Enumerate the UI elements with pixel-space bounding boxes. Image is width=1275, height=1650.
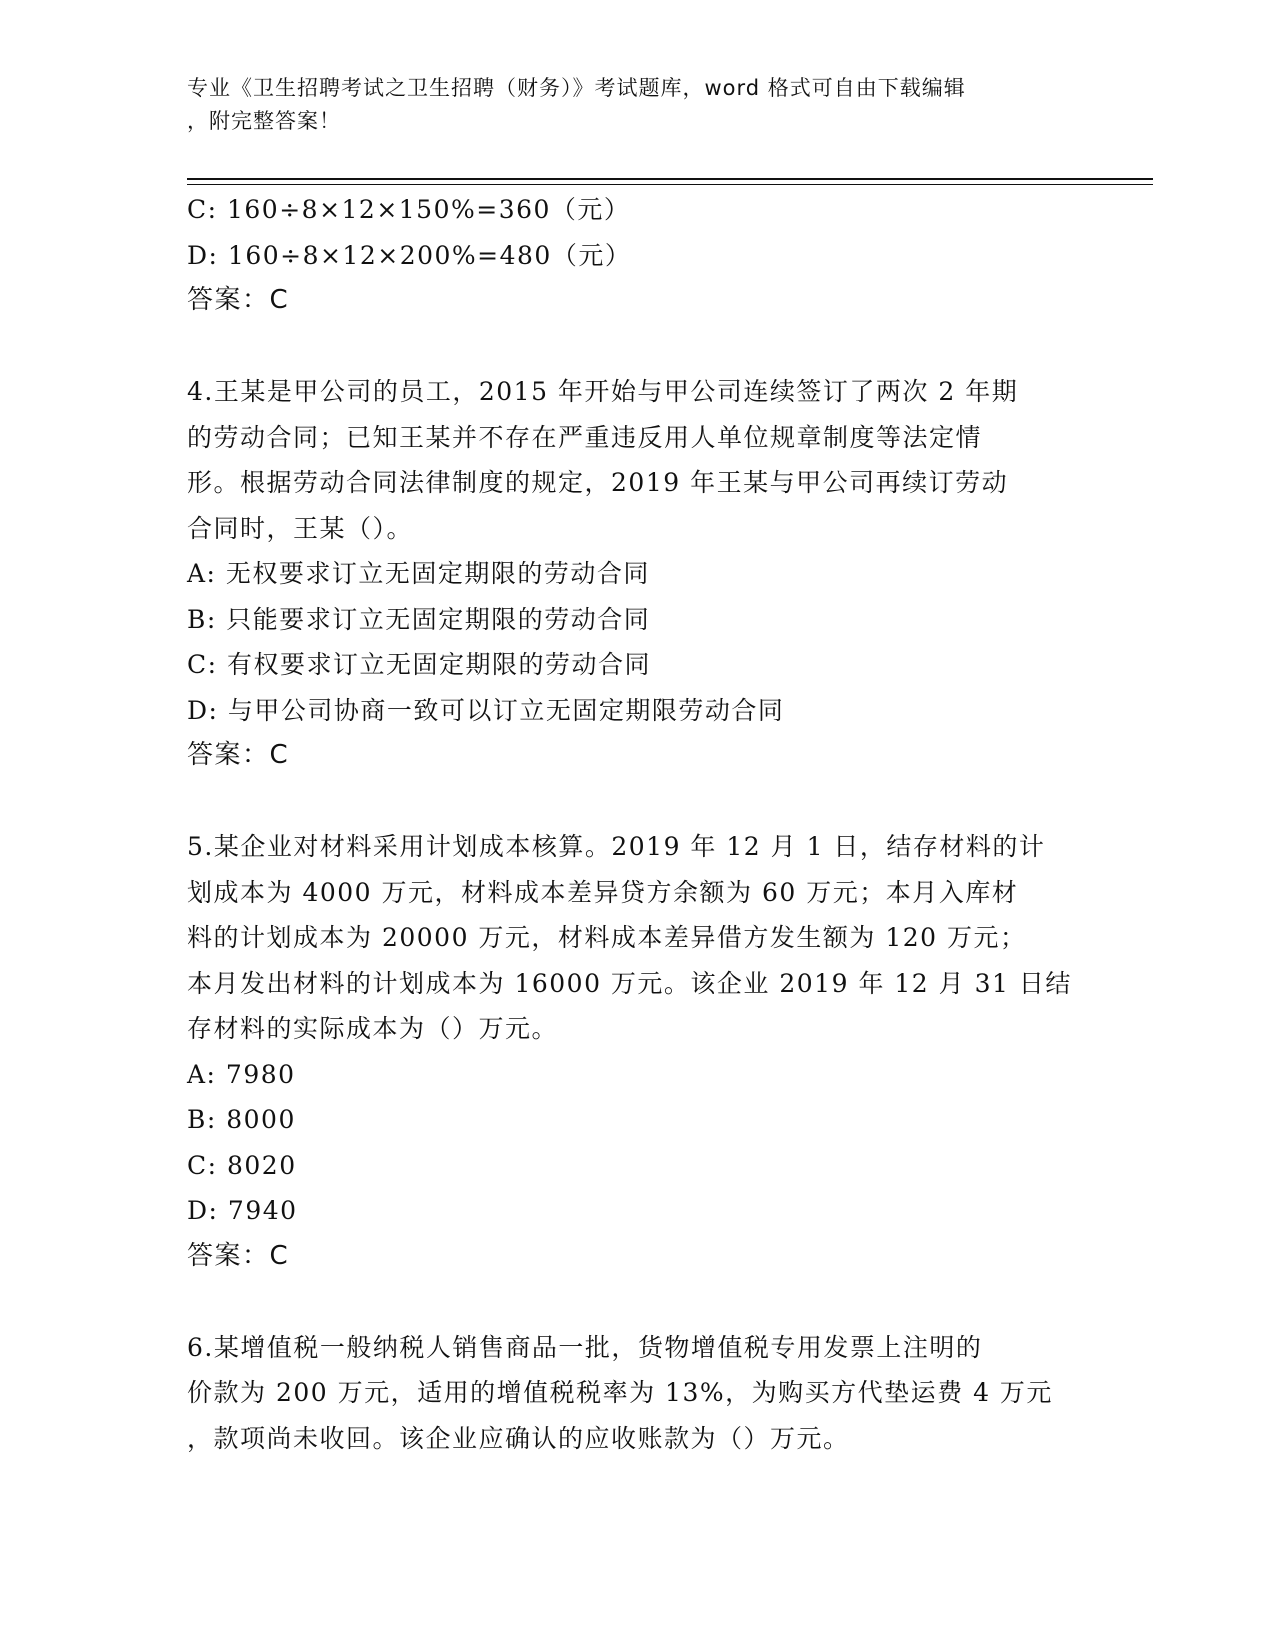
q3-option-c: C: 160÷8×12×150%=360（元）	[187, 195, 631, 224]
spacer	[187, 1279, 1087, 1325]
q5-stem-line-2: 划成本为 4000 万元，材料成本差异贷方余额为 60 万元；本月入库材	[187, 877, 1019, 907]
question-content	[187, 187, 1087, 1461]
q5-option-c: C: 8020	[187, 1150, 297, 1180]
q6-stem-line-3: ，款项尚未收回。该企业应确认的应收账款为（）万元。	[187, 1423, 850, 1453]
q5-stem-line-5: 存材料的实际成本为（）万元。	[187, 1014, 559, 1043]
q4-answer: 答案：C	[187, 740, 290, 770]
header-line-2: ，附完整答案！	[187, 109, 341, 133]
q6-stem-line-1: 6.某增值税一般纳税人销售商品一批，货物增值税专用发票上注明的	[187, 1332, 983, 1362]
q4-stem-line-4: 合同时，王某（）。	[187, 513, 414, 543]
header-divider-thin	[187, 184, 1153, 185]
q4-option-b: B: 只能要求订立无固定期限的劳动合同	[187, 604, 651, 634]
q6-stem-line-2: 价款为 200 万元，适用的增值税税率为 13%，为购买方代垫运费 4 万元	[187, 1378, 1053, 1407]
q5-stem-line-3: 料的计划成本为 20000 万元，材料成本差异借方发生额为 120 万元；	[187, 923, 1027, 952]
q4-option-d: D: 与甲公司协商一致可以订立无固定期限劳动合同	[187, 695, 785, 725]
header-line-1: 专业《卫生招聘考试之卫生招聘（财务）》考试题库，word 格式可自由下载编辑	[187, 76, 966, 100]
q5-option-b: B: 8000	[187, 1105, 296, 1134]
q4-stem-line-3: 形。根据劳动合同法律制度的规定，2019 年王某与甲公司再续订劳动	[187, 468, 1009, 497]
spacer	[187, 779, 1087, 825]
page-header	[187, 72, 1067, 138]
q5-option-d: D: 7940	[187, 1196, 298, 1225]
q4-stem-line-2: 的劳动合同；已知王某并不存在严重违反用人单位规章制度等法定情	[187, 422, 983, 452]
header-divider-thick	[187, 178, 1153, 180]
q4-option-a: A: 无权要求订立无固定期限的劳动合同	[187, 559, 650, 588]
spacer	[187, 324, 1087, 370]
q4-option-c: C: 有权要求订立无固定期限的劳动合同	[187, 650, 651, 679]
q4-stem-line-1: 4.王某是甲公司的员工，2015 年开始与甲公司连续签订了两次 2 年期	[187, 377, 1019, 406]
q3-option-d: D: 160÷8×12×200%=480（元）	[187, 240, 632, 270]
q3-answer: 答案：C	[187, 285, 290, 315]
q5-stem-line-1: 5.某企业对材料采用计划成本核算。2019 年 12 月 1 日，结存材料的计	[187, 832, 1046, 861]
q5-stem-line-4: 本月发出材料的计划成本为 16000 万元。该企业 2019 年 12 月 31 日结	[187, 968, 1072, 998]
q5-answer: 答案：C	[187, 1240, 290, 1271]
q5-option-a: A: 7980	[187, 1059, 296, 1089]
